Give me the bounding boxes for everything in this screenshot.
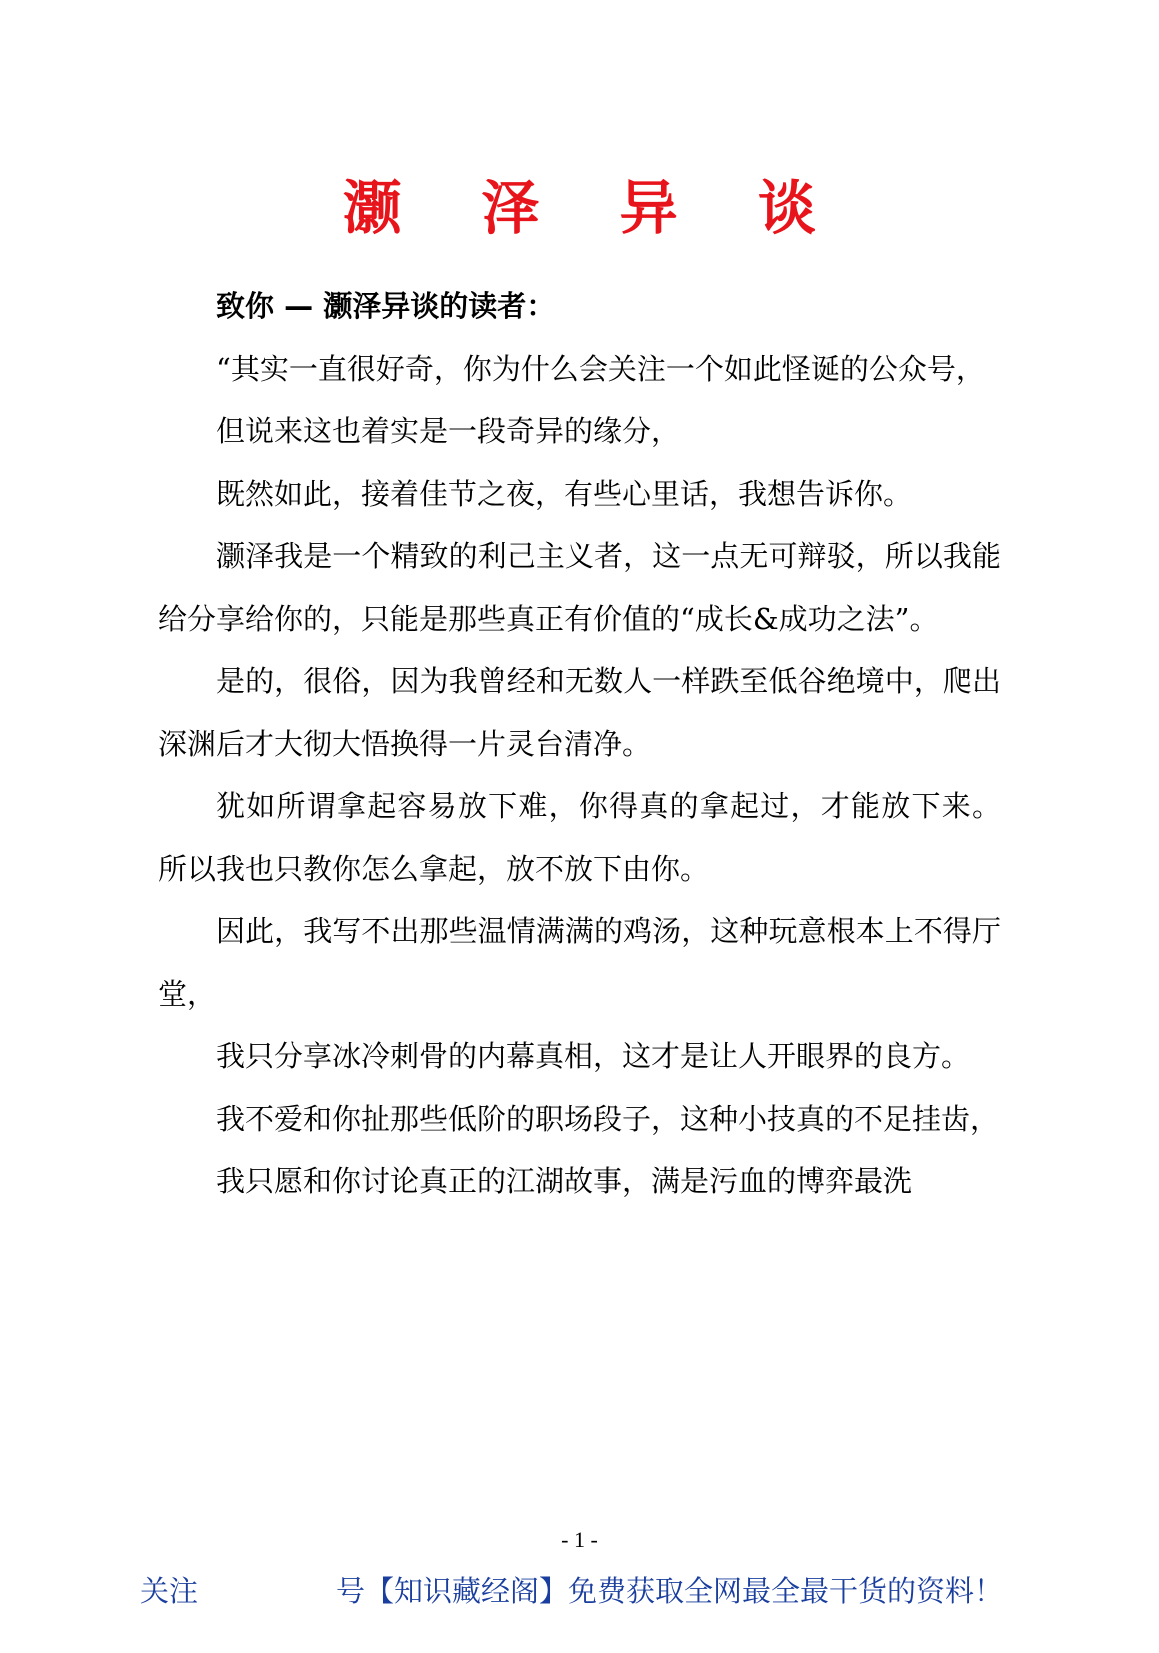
paragraph: 我不爱和你扯那些低阶的职场段子，这种小技真的不足挂齿， bbox=[216, 1101, 1000, 1136]
paragraph: 犹如所谓拿起容易放下难，你得真的拿起过，才能放下来。 所以我也只教你怎么拿起，放不放下由你。 bbox=[158, 789, 1001, 886]
paragraph: 我只分享冰冷刺骨的内幕真相，这才是让人开眼界的良方。 bbox=[216, 1039, 971, 1073]
paragraph: “其实一直很好奇，你为什么会关注一个如此怪诞的公众号， bbox=[216, 351, 985, 386]
paragraph: 但说来这也着实是一段奇异的缘分， bbox=[216, 414, 681, 448]
footer-banner bbox=[140, 1567, 1080, 1615]
page-number: - 1 - bbox=[561, 1527, 598, 1552]
paragraph: 是的，很俗，因为我曾经和无数人一样跌至低谷绝境中，爬出深渊后才大彻大悟换得一片灵台清净。 bbox=[158, 664, 1001, 761]
footer-promo-text: 号【知识藏经阁】免费获取全网最全最干货的资料！ bbox=[336, 1574, 1004, 1608]
footer-follow-label: 关注 bbox=[140, 1574, 199, 1608]
paragraph: 灏泽我是一个精致的利己主义者，这一点无可辩驳，所以我能给分享给你的，只能是那些真正有价值的“成长&成功之法”。 bbox=[158, 539, 1001, 636]
paragraph: 我只愿和你讨论真正的江湖故事，满是污血的博弈最洗 bbox=[216, 1164, 913, 1198]
paragraph: 既然如此，接着佳节之夜，有些心里话，我想告诉你。 bbox=[216, 476, 913, 511]
document-title: 灏 泽 异 谈 bbox=[343, 174, 846, 242]
document-body bbox=[158, 275, 1001, 1213]
greeting-line: 致你 — 灏泽异谈的读者： bbox=[216, 289, 556, 323]
paragraph: 因此，我写不出那些温情满满的鸡汤，这种玩意根本上不得厅堂， bbox=[158, 914, 1001, 1011]
